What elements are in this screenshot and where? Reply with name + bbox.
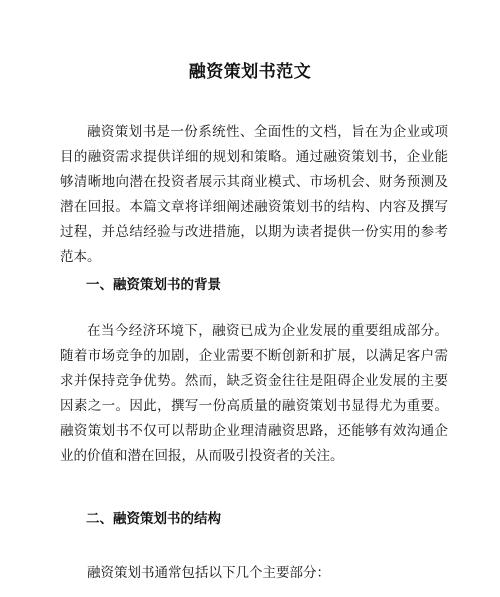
- document-title: 融资策划书范文: [188, 62, 312, 82]
- intro-paragraph: 融资策划书是一份系统性、全面性的文档，旨在为企业或项目的融资需求提供详细的规划和策略。通过融资策划书，企业能够清晰地向潜在投资者展示其商业模式、市场机会、财务预测及潜在回报。本篇文章将详细阐述融资策划书的结构、内容及撰写过程，并总结经验与改进措施，以期为读者提供一份实用的参考范本。: [60, 124, 448, 265]
- structure-paragraph: 融资策划书通常包括以下几个主要部分：: [87, 565, 330, 581]
- background-paragraph: 在当今经济环境下，融资已成为企业发展的重要组成部分。随着市场竞争的加剧，企业需要不断创新和扩展，以满足客户需求并保持竞争优势。然而，缺乏资金往往是阻碍企业发展的主要因素之一。因此，撰写一份高质量的融资策划书显得尤为重要。融资策划书不仅可以帮助企业理清融资思路，还能够有效沟通企业的价值和潜在回报，从而吸引投资者的关注。: [60, 323, 448, 464]
- section-heading-structure: 二、融资策划书的结构: [86, 511, 221, 527]
- section-heading-background: 一、融资策划书的背景: [86, 277, 221, 293]
